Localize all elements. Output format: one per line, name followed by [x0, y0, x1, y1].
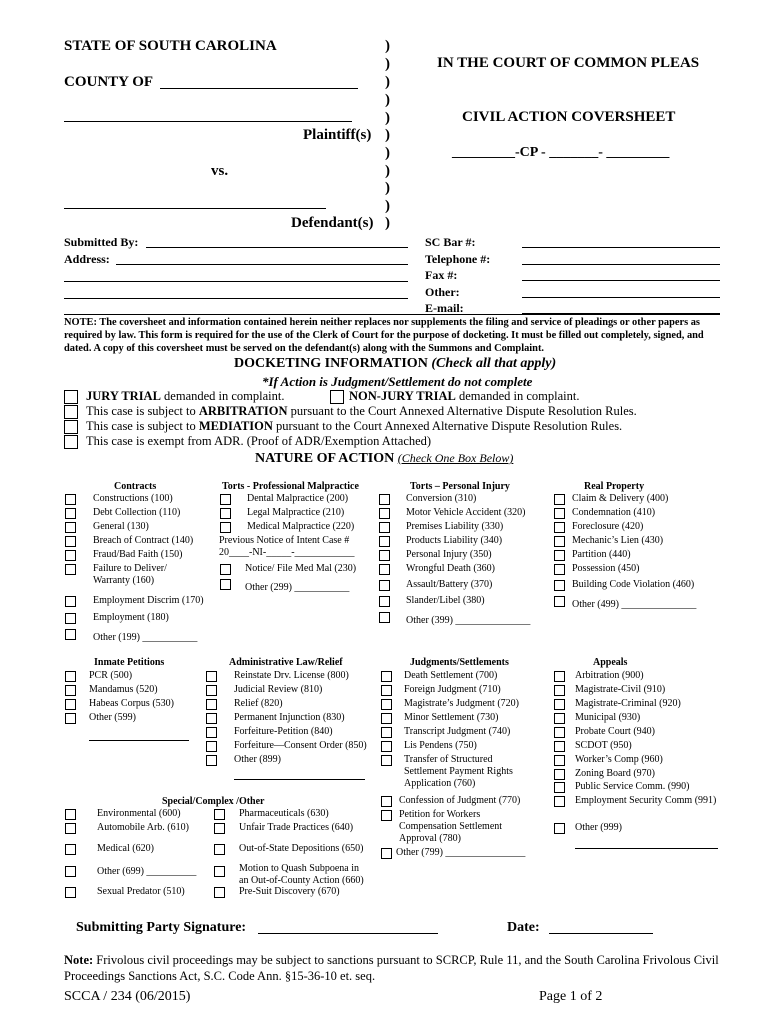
defendant-field[interactable] [64, 208, 326, 209]
torts-personal-checkbox[interactable] [379, 564, 390, 575]
signature-field[interactable] [258, 933, 438, 934]
real-property-item: Foreclosure (420) [572, 521, 644, 532]
judgments-item: Application (760) [404, 778, 476, 789]
non-jury-trial-checkbox[interactable] [330, 390, 344, 404]
admin-item: Relief (820) [234, 698, 283, 709]
admin-checkbox[interactable] [206, 727, 217, 738]
appeals-heading: Appeals [593, 657, 628, 668]
telephone-label: Telephone #: [425, 252, 491, 266]
torts-personal-checkbox[interactable] [379, 612, 390, 623]
judgments-item: Lis Pendens (750) [404, 740, 477, 751]
torts-personal-item: Assault/Battery (370) [406, 579, 493, 590]
inmate-checkbox[interactable] [65, 713, 76, 724]
special-checkbox[interactable] [65, 866, 76, 877]
appeals-item: Other (999) [575, 822, 622, 833]
arbitration-checkbox[interactable] [64, 405, 78, 419]
contracts-checkbox[interactable] [65, 564, 76, 575]
real-property-checkbox[interactable] [554, 596, 565, 607]
fax-label: Fax #: [425, 268, 458, 282]
arbitration-label: This case is subject to ARBITRATION pursuant to the Court Annexed Alternative Dispute Resolution Rules. [86, 404, 637, 418]
admin-item: Forfeiture—Consent Order (850) [234, 740, 367, 751]
signature-label: Submitting Party Signature: [76, 920, 247, 935]
appeals-checkbox[interactable] [554, 796, 565, 807]
appeals-item: Probate Court (940) [575, 726, 655, 737]
appeals-checkbox[interactable] [554, 769, 565, 780]
date-field[interactable] [549, 933, 653, 934]
appeals-checkbox[interactable] [554, 671, 565, 682]
appeals-item: SCDOT (950) [575, 740, 632, 751]
nature-heading: NATURE OF ACTION (Check One Box Below) [255, 451, 514, 466]
address-field-2[interactable] [64, 281, 408, 282]
torts-personal-item: Motor Vehicle Accident (320) [406, 507, 526, 518]
torts-personal-other-field[interactable]: Other (399) _______________ [406, 615, 531, 626]
appeals-checkbox[interactable] [554, 727, 565, 738]
submitted-by-label: Submitted By: [64, 235, 139, 249]
docketing-heading: DOCKETING INFORMATION (Check all that apply) [234, 356, 557, 371]
contracts-checkbox[interactable] [65, 522, 76, 533]
admin-checkbox[interactable] [206, 741, 217, 752]
special-item: Unfair Trade Practices (640) [239, 822, 354, 833]
contracts-item: Employment Discrim (170) [93, 595, 204, 606]
admin-item: Other (899) [234, 754, 281, 765]
admin-checkbox[interactable] [206, 671, 217, 682]
form-id: SCCA / 234 (06/2015) [64, 989, 191, 1004]
special-checkbox[interactable] [214, 809, 225, 820]
appeals-item: Worker’s Comp (960) [575, 754, 663, 765]
judgments-item: Foreign Judgment (710) [404, 684, 501, 695]
appeals-checkbox[interactable] [554, 823, 565, 834]
special-item: Out-of-State Depositions (650) [239, 843, 364, 854]
real-property-item: Condemnation (410) [572, 507, 656, 518]
inmate-other-field[interactable] [89, 740, 189, 741]
contracts-checkbox[interactable] [65, 494, 76, 505]
admin-checkbox[interactable] [206, 713, 217, 724]
jury-trial-checkbox[interactable] [64, 390, 78, 404]
non-jury-trial-label: NON-JURY TRIAL demanded in complaint. [349, 389, 580, 403]
torts-personal-item: Products Liability (340) [406, 535, 503, 546]
appeals-item: Municipal (930) [575, 712, 641, 723]
contracts-other-field[interactable]: Other (199) ___________ [93, 632, 198, 643]
plaintiffs-label: Plaintiff(s) [303, 127, 372, 143]
real-property-checkbox[interactable] [554, 550, 565, 561]
inmate-checkbox[interactable] [65, 671, 76, 682]
contracts-checkbox[interactable] [65, 596, 76, 607]
torts-personal-item: Personal Injury (350) [406, 549, 492, 560]
address-label: Address: [64, 252, 110, 266]
judgments-item: Compensation Settlement [399, 821, 503, 832]
judgments-item: Approval (780) [399, 833, 461, 844]
adr-exempt-checkbox[interactable] [64, 435, 78, 449]
judgments-other-field[interactable]: Other (799) ________________ [396, 847, 526, 858]
docketing-subheading: *If Action is Judgment/Settlement do not complete [262, 374, 533, 389]
appeals-item: Magistrate-Criminal (920) [575, 698, 681, 709]
state-label: STATE OF SOUTH CAROLINA [64, 38, 277, 54]
case-number-field[interactable]: _________-CP - _______- _________ [452, 145, 670, 160]
contracts-checkbox[interactable] [65, 508, 76, 519]
vs-label: vs. [211, 163, 229, 179]
judgments-item: Magistrate’s Judgment (720) [404, 698, 519, 709]
real-property-other-field[interactable]: Other (499) _______________ [572, 599, 697, 610]
judgments-checkbox[interactable] [381, 741, 392, 752]
real-property-checkbox[interactable] [554, 580, 565, 591]
torts-prof-other-field[interactable]: Other (299) ___________ [245, 582, 350, 593]
inmate-heading: Inmate Petitions [94, 657, 165, 668]
special-item: Motion to Quash Subpoena in [239, 863, 359, 874]
admin-item: Reinstate Drv. License (800) [234, 670, 349, 681]
appeals-item: Public Service Comm. (990) [575, 781, 690, 792]
real-property-item: Mechanic’s Lien (430) [572, 535, 664, 546]
torts-prof-item: Dental Malpractice (200) [247, 493, 349, 504]
special-checkbox[interactable] [214, 844, 225, 855]
special-item: Medical (620) [97, 843, 154, 854]
address-field-3[interactable] [64, 298, 408, 299]
torts-personal-checkbox[interactable] [379, 536, 390, 547]
judgments-item: Settlement Payment Rights [404, 766, 513, 777]
appeals-checkbox[interactable] [554, 685, 565, 696]
appeals-checkbox[interactable] [554, 755, 565, 766]
torts-personal-item: Wrongful Death (360) [406, 563, 496, 574]
judgments-checkbox[interactable] [381, 671, 392, 682]
special-checkbox[interactable] [214, 823, 225, 834]
torts-prof-checkbox[interactable] [220, 564, 231, 575]
email-label: E-mail: [425, 301, 464, 315]
special-checkbox[interactable] [65, 809, 76, 820]
real-property-item: Possession (450) [572, 563, 640, 574]
appeals-checkbox[interactable] [554, 713, 565, 724]
torts-personal-checkbox[interactable] [379, 508, 390, 519]
judgments-checkbox[interactable] [381, 755, 392, 766]
page-title: CIVIL ACTION COVERSHEET [462, 109, 676, 125]
other-label: Other: [425, 285, 460, 299]
real-property-checkbox[interactable] [554, 522, 565, 533]
real-property-checkbox[interactable] [554, 508, 565, 519]
admin-heading: Administrative Law/Relief [229, 657, 343, 668]
appeals-item: Magistrate-Civil (910) [575, 684, 666, 695]
real-property-checkbox[interactable] [554, 494, 565, 505]
inmate-item: Mandamus (520) [89, 684, 158, 695]
date-label: Date: [507, 920, 540, 935]
appeals-other-field[interactable] [575, 848, 718, 849]
torts-personal-checkbox[interactable] [379, 596, 390, 607]
torts-prof-heading: Torts - Professional Malpractice [222, 481, 359, 492]
judgments-checkbox[interactable] [381, 713, 392, 724]
contracts-item: Breach of Contract (140) [93, 535, 194, 546]
fax-field[interactable] [522, 280, 720, 281]
admin-checkbox[interactable] [206, 699, 217, 710]
inmate-checkbox[interactable] [65, 685, 76, 696]
contracts-checkbox[interactable] [65, 550, 76, 561]
judgments-checkbox[interactable] [381, 796, 392, 807]
real-property-heading: Real Property [584, 481, 645, 492]
inmate-item: Habeas Corpus (530) [89, 698, 174, 709]
special-item: Pharmaceuticals (630) [239, 808, 329, 819]
contracts-heading: Contracts [114, 481, 157, 492]
other-field[interactable] [522, 297, 720, 298]
county-label: COUNTY OF [64, 74, 154, 90]
submitted-by-field[interactable] [146, 247, 408, 248]
torts-personal-item: Premises Liability (330) [406, 521, 504, 532]
special-checkbox[interactable] [65, 887, 76, 898]
inmate-item: Other (599) [89, 712, 136, 723]
real-property-item: Claim & Delivery (400) [572, 493, 669, 504]
mediation-label: This case is subject to MEDIATION pursuant to the Court Annexed Alternative Dispute Resolution Rules. [86, 419, 623, 433]
appeals-checkbox[interactable] [554, 741, 565, 752]
special-checkbox[interactable] [65, 823, 76, 834]
torts-prof-item: Notice/ File Med Mal (230) [245, 563, 357, 574]
sc-bar-label: SC Bar #: [425, 235, 476, 249]
contracts-item: Employment (180) [93, 612, 169, 623]
admin-checkbox[interactable] [206, 755, 217, 766]
adr-exempt-label: This case is exempt from ADR. (Proof of ADR/Exemption Attached) [86, 434, 432, 448]
judgments-item: Transfer of Structured [404, 754, 493, 765]
admin-item: Permanent Injunction (830) [234, 712, 345, 723]
admin-other-field[interactable] [234, 779, 365, 780]
contracts-checkbox[interactable] [65, 613, 76, 624]
special-checkbox[interactable] [214, 887, 225, 898]
contracts-item: Debt Collection (110) [93, 507, 181, 518]
appeals-checkbox[interactable] [554, 699, 565, 710]
address-field-1[interactable] [116, 264, 408, 265]
torts-personal-item: Slander/Libel (380) [406, 595, 485, 606]
real-property-item: Building Code Violation (460) [572, 579, 695, 590]
admin-item: Judicial Review (810) [234, 684, 323, 695]
special-item: Automobile Arb. (610) [97, 822, 189, 833]
contracts-item: Constructions (100) [93, 493, 173, 504]
judgments-item: Minor Settlement (730) [404, 712, 499, 723]
special-item: Pre-Suit Discovery (670) [239, 886, 340, 897]
contracts-checkbox[interactable] [65, 536, 76, 547]
contracts-item: General (130) [93, 521, 149, 532]
judgments-item: Petition for Workers [399, 809, 481, 820]
torts-personal-checkbox[interactable] [379, 522, 390, 533]
page-number: Page 1 of 2 [539, 989, 603, 1004]
torts-prof-checkbox[interactable] [220, 494, 231, 505]
inmate-checkbox[interactable] [65, 699, 76, 710]
appeals-item: Employment Security Comm (991) [575, 795, 717, 806]
torts-prof-item: Previous Notice of Intent Case # [219, 535, 350, 546]
admin-checkbox[interactable] [206, 685, 217, 696]
contracts-checkbox[interactable] [65, 629, 76, 640]
jury-trial-label: JURY TRIAL demanded in complaint. [86, 389, 285, 403]
mediation-checkbox[interactable] [64, 420, 78, 434]
torts-prof-checkbox[interactable] [220, 579, 231, 590]
telephone-field[interactable] [522, 264, 720, 265]
judgments-heading: Judgments/Settlements [410, 657, 509, 668]
judgments-item: Death Settlement (700) [404, 670, 498, 681]
special-checkbox[interactable] [65, 844, 76, 855]
real-property-checkbox[interactable] [554, 536, 565, 547]
county-field[interactable] [160, 88, 358, 89]
torts-prof-checkbox[interactable] [220, 508, 231, 519]
special-item: Environmental (600) [97, 808, 181, 819]
judgments-checkbox[interactable] [381, 727, 392, 738]
torts-prof-checkbox[interactable] [220, 522, 231, 533]
appeals-item: Arbitration (900) [575, 670, 644, 681]
contracts-item: Failure to Deliver/ [93, 563, 167, 574]
torts-personal-checkbox[interactable] [379, 550, 390, 561]
admin-item: Forfeiture-Petition (840) [234, 726, 333, 737]
defendants-label: Defendant(s) [291, 215, 374, 231]
judgments-item: Confession of Judgment (770) [399, 795, 521, 806]
contracts-item: Warranty (160) [93, 575, 155, 586]
real-property-checkbox[interactable] [554, 564, 565, 575]
sc-bar-field[interactable] [522, 247, 720, 248]
torts-personal-heading: Torts – Personal Injury [410, 481, 510, 492]
judgments-checkbox[interactable] [381, 699, 392, 710]
divider [64, 314, 720, 315]
torts-prof-item: Medical Malpractice (220) [247, 521, 355, 532]
court-title: IN THE COURT OF COMMON PLEAS [437, 55, 700, 71]
appeals-item: Zoning Board (970) [575, 768, 655, 779]
judgments-checkbox[interactable] [381, 685, 392, 696]
torts-personal-item: Conversion (310) [406, 493, 477, 504]
judgments-checkbox[interactable] [381, 848, 392, 859]
inmate-item: PCR (500) [89, 670, 133, 681]
torts-prof-item: Legal Malpractice (210) [247, 507, 345, 518]
appeals-checkbox[interactable] [554, 782, 565, 793]
special-other-field[interactable]: Other (699) __________ [97, 866, 197, 877]
torts-personal-checkbox[interactable] [379, 494, 390, 505]
real-property-item: Partition (440) [572, 549, 631, 560]
special-checkbox[interactable] [214, 866, 225, 877]
special-item: Sexual Predator (510) [97, 886, 185, 897]
contracts-item: Fraud/Bad Faith (150) [93, 549, 183, 560]
coversheet-note: NOTE: The coversheet and information contained herein neither replaces nor supplements the filing and service of pleadings or other papers as required by law. This form is required for the use of the Clerk of Court for the purpose of docketing. It must be filled out completely, signed, and dated. A copy of this coversheet must be served on the defendant(s) along with the Summons and Complaint. [64, 317, 704, 354]
judgments-checkbox[interactable] [381, 810, 392, 821]
frivolous-note: Note: Frivolous civil proceedings may be subject to sanctions pursuant to SCRCP, Rule 11, and the South Carolina Frivolous Civil Proceedings Sanctions Act, S.C. Code Ann. §15-36-10 et. seq. [64, 953, 719, 983]
plaintiff-field[interactable] [64, 121, 352, 122]
judgments-item: Transcript Judgment (740) [404, 726, 511, 737]
special-item: an Out-of-County Action (660) [239, 875, 364, 886]
special-heading: Special/Complex /Other [162, 796, 265, 807]
torts-personal-checkbox[interactable] [379, 580, 390, 591]
notice-case-number-field[interactable]: 20____-NI-_____-____________ [219, 547, 355, 558]
